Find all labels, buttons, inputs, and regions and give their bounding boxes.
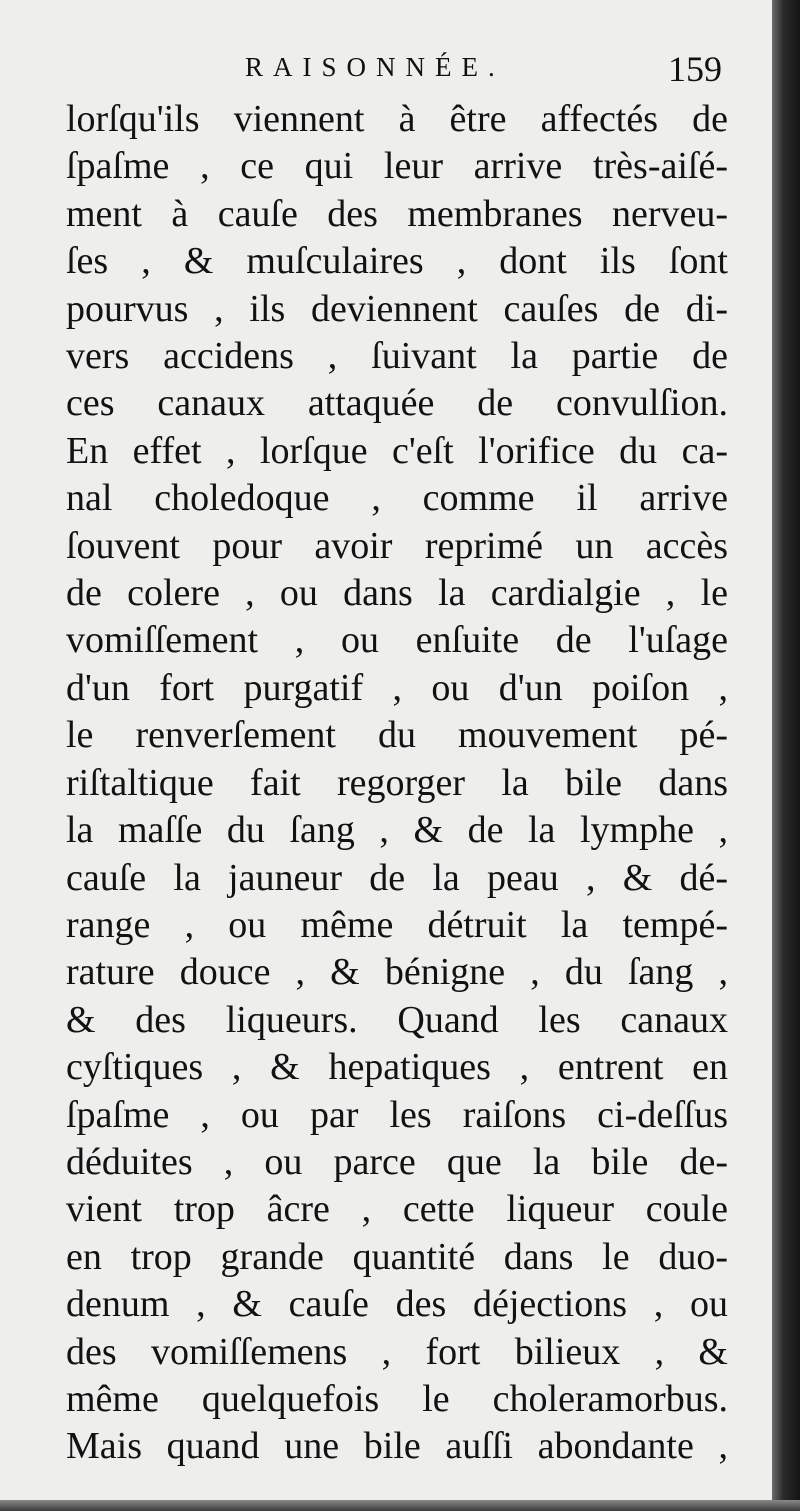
- text-line: la maſſe du ſang , & de la lymphe ,: [66, 809, 728, 852]
- text-line: pourvus , ils deviennent cauſes de di-: [66, 287, 728, 330]
- body-text: [66, 96, 728, 1471]
- text-line: ment à cauſe des membranes nerveu-: [66, 192, 728, 235]
- page-number: 159: [668, 49, 722, 89]
- text-line: cauſe la jauneur de la peau , & dé-: [66, 856, 728, 899]
- text-line: nal choledoque , comme il arrive: [66, 477, 728, 520]
- text-line: ſpaſme , ce qui leur arrive très-aiſé-: [66, 145, 728, 188]
- text-line: denum , & cauſe des déjections , ou: [66, 1283, 728, 1326]
- text-line: d'un fort purgatif , ou d'un poiſon ,: [66, 666, 728, 709]
- text-line: vomiſſement , ou enſuite de l'uſage: [66, 619, 728, 662]
- text-line: vient trop âcre , cette liqueur coule: [66, 1188, 728, 1231]
- text-line: ſes , & muſculaires , dont ils ſont: [66, 240, 728, 283]
- text-line: rature douce , & bénigne , du ſang ,: [66, 951, 728, 994]
- text-line: & des liqueurs. Quand les canaux: [66, 998, 728, 1041]
- text-line: range , ou même détruit la tempé-: [66, 903, 728, 946]
- text-line: lorſqu'ils viennent à être affectés de: [66, 98, 728, 140]
- text-line: En effet , lorſque c'eſt l'orifice du ca-: [66, 429, 728, 472]
- page-header: [70, 49, 722, 92]
- text-line: Mais quand une bile auſſi abondante ,: [66, 1425, 728, 1468]
- text-line: cyſtiques , & hepatiques , entrent en: [66, 1046, 728, 1089]
- text-line: ces canaux attaquée de convulſion.: [66, 382, 728, 425]
- text-line: même quelquefois le choleramorbus.: [66, 1377, 728, 1420]
- text-line: riſtaltique fait regorger la bile dans: [66, 761, 728, 804]
- page-bottom-edge: [0, 1500, 800, 1511]
- page-edge-shadow: [772, 0, 800, 1511]
- text-line: vers accidens , ſuivant la partie de: [66, 335, 728, 378]
- text-line: des vomiſſemens , fort bilieux , &: [66, 1330, 728, 1373]
- running-title: RAISONNÉE.: [245, 52, 505, 82]
- text-line: ſpaſme , ou par les raiſons ci-deſſus: [66, 1093, 728, 1136]
- text-line: ſouvent pour avoir reprimé un accès: [66, 524, 728, 567]
- text-line: le renverſement du mouvement pé-: [66, 714, 728, 757]
- text-line: de colere , ou dans la cardialgie , le: [66, 572, 728, 615]
- text-line: en trop grande quantité dans le duo-: [66, 1235, 728, 1278]
- text-line: déduites , ou parce que la bile de-: [66, 1140, 728, 1183]
